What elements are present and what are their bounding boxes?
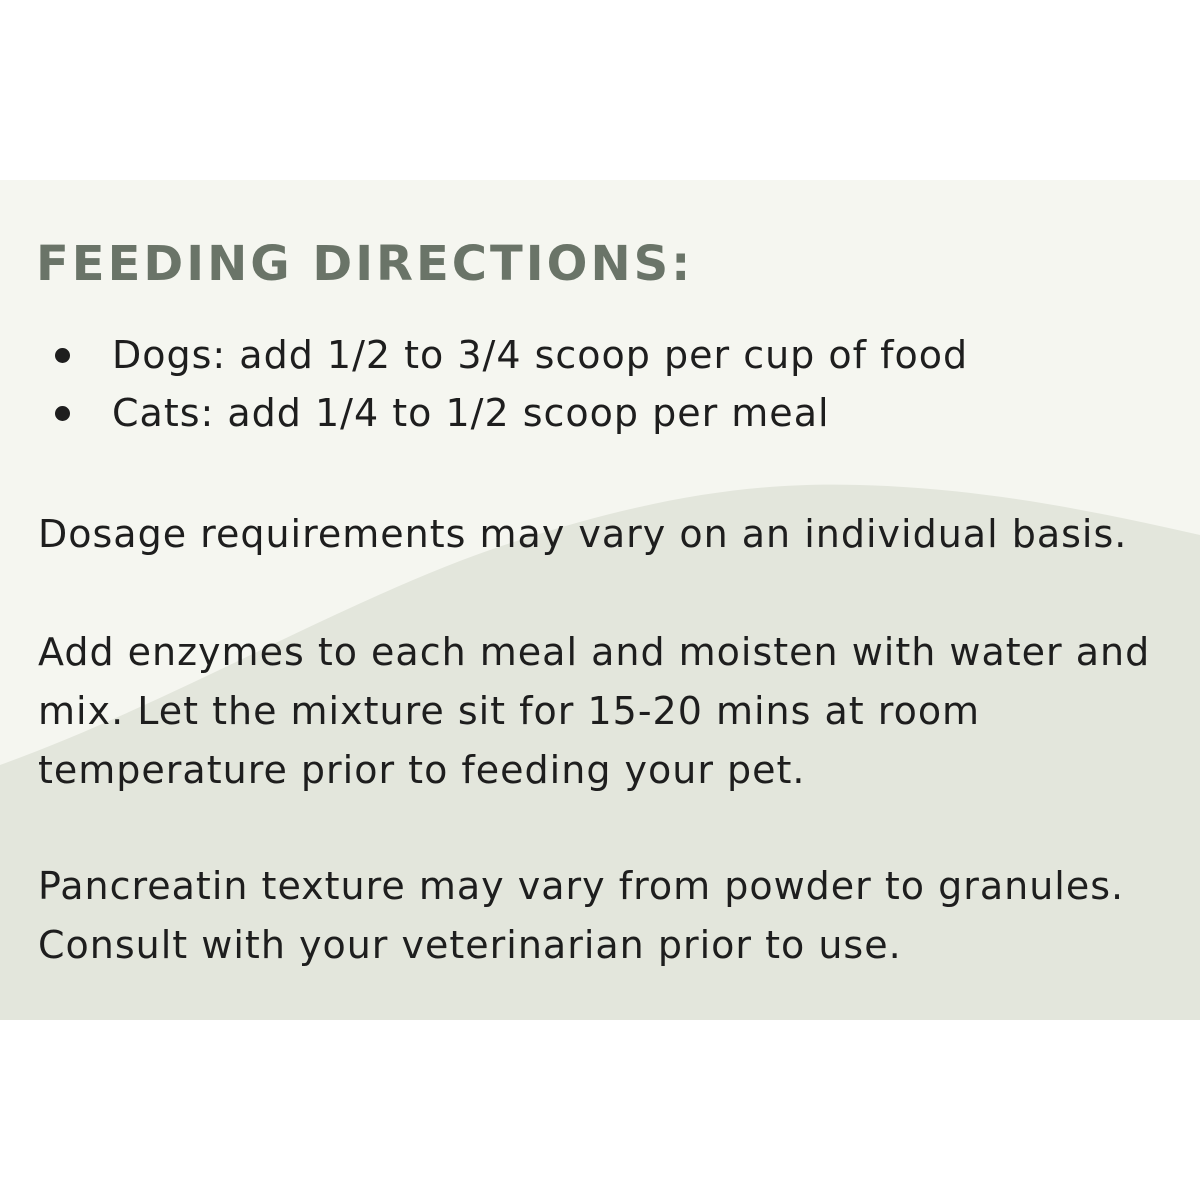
bullet-icon	[55, 406, 70, 421]
mixing-paragraph	[38, 623, 1150, 800]
paragraph-line: Pancreatin texture may vary from powder to granules.	[38, 864, 1125, 908]
feeding-directions-panel	[0, 180, 1200, 1020]
bullet-text-cats: Cats: add 1/4 to 1/2 scoop per meal	[112, 391, 830, 435]
bullet-icon	[55, 348, 70, 363]
paragraph-line: Consult with your veterinarian prior to use.	[38, 923, 902, 967]
paragraph-line: Add enzymes to each meal and moisten with water and	[38, 630, 1151, 674]
texture-paragraph	[38, 857, 1124, 975]
page-title: FEEDING DIRECTIONS:	[36, 236, 694, 292]
content	[0, 180, 1200, 1020]
dosage-paragraph	[38, 505, 1127, 564]
paragraph-line: Dosage requirements may vary on an individual basis.	[38, 512, 1128, 556]
paragraph-line: mix. Let the mixture sit for 15-20 mins at room	[38, 689, 981, 733]
bullet-text-dogs: Dogs: add 1/2 to 3/4 scoop per cup of food	[112, 333, 969, 377]
paragraph-line: temperature prior to feeding your pet.	[38, 748, 806, 792]
